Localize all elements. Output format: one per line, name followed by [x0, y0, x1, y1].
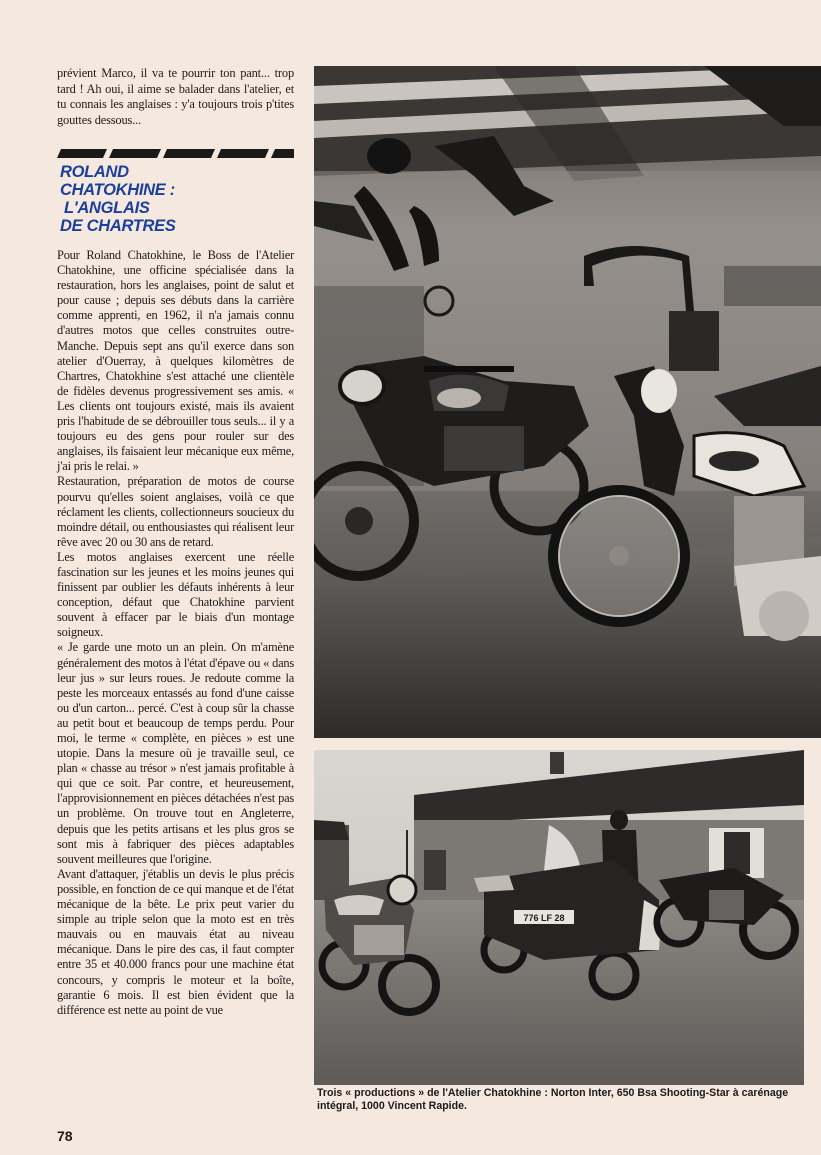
- photo-caption: Trois « productions » de l'Atelier Chatokhine : Norton Inter, 650 Bsa Shooting-Star à carénage intégral, 1000 Vincent Rapide.: [317, 1087, 789, 1112]
- intro-paragraph: [57, 66, 294, 128]
- body-paragraph: « Je garde une moto un an plein. On m'amène généralement des motos à l'état d'épave ou « dans leur jus » sur leurs roues. Je redoute comme la peste les morceaux entassés au fond d'une caisse ou d'un carton... percé. C'est à coup sûr la chasse au petit bout et beaucoup de temps perdu. Pour moi, le terme « complète, en pièces » est une utopie. Dans la mesure où je travaille seul, ce plan « chasse au trésor » n'est jamais profitable à qui que ce soit. Par contre, et heureusement, l'approvisionnement en pièces détachées n'est pas un problème. On trouve tout en Angleterre, depuis que les petits artisans et les plus gros se sont mis à fabriquer des pièces adaptables souvent meilleures que l'origine.: [57, 640, 294, 866]
- heading-line: DE CHARTRES: [60, 217, 176, 235]
- body-paragraph: Les motos anglaises exercent une réelle fascination sur les jeunes et les moins jeunes qui finissent par oublier les défauts inhérents à leur conception, défaut que Chatokhine parvient souvent à effacer par le biais d'un montage soigneux.: [57, 549, 294, 640]
- heading-line: ROLAND: [60, 163, 129, 181]
- body-paragraph: Pour Roland Chatokhine, le Boss de l'Atelier Chatokhine, une officine spécialisée dans la restauration, hors les anglaises, point de salut et pour cause ; depuis ses débuts dans la carrière comme apprenti, en 1962, il n'a jamais connu d'autres motos que celles construites outre-Manche. Depuis sept ans qu'il exerce dans son atelier d'Ouerray, à quelques kilomètres de Chartres, Chatokhine s'est attaché une clientèle de fidèles devenus progressivement ses amis. « Les clients ont toujours existé, mais ils avaient pris l'habitude de se débrouiller tous seuls... il y a toujours eu des gens pour rouler sur des anglaises, ils faisaient leur mécanique eux même, j'ai pris le relai. »: [57, 248, 294, 474]
- farmyard-photo: [314, 750, 804, 1085]
- body-paragraph: Restauration, préparation de motos de course pourvu qu'elles soient anglaises, voilà ce que réclament les clients, collectionneurs soucieux du moindre détail, ou enthousiastes qui réalisent leur rêve avec 20 ou 30 ans de retard.: [57, 474, 294, 549]
- body-paragraph: Avant d'attaquer, j'établis un devis le plus précis possible, en fonction de ce qui manque et de l'état mécanique de la bête. Le prix peut varier du simple au triple selon que la moto est en très mauvais ou en mauvais état au niveau mécanique. Dans le pire des cas, il faut compter entre 35 et 40.000 francs pour une machine état concours, y compris le moteur et la boîte, garantie 6 mois. Il est bien évident que la différence est nette au point de vue: [57, 866, 294, 1017]
- section-divider: [57, 149, 294, 158]
- heading-line: CHATOKHINE :: [60, 181, 175, 199]
- article-body: [57, 248, 294, 1018]
- intro-text: prévient Marco, il va te pourrir ton pant... trop tard ! Ah oui, il aime se balader dans l'atelier, et tu connais les anglaises : y'a toujours trois p'tites gouttes dessous...: [57, 66, 294, 127]
- heading-line: L'ANGLAIS: [64, 199, 150, 217]
- section-heading: [60, 163, 290, 235]
- page-number: 78: [57, 1128, 73, 1144]
- workshop-photo: [314, 66, 821, 738]
- licence-plate: 776 LF 28: [523, 913, 565, 923]
